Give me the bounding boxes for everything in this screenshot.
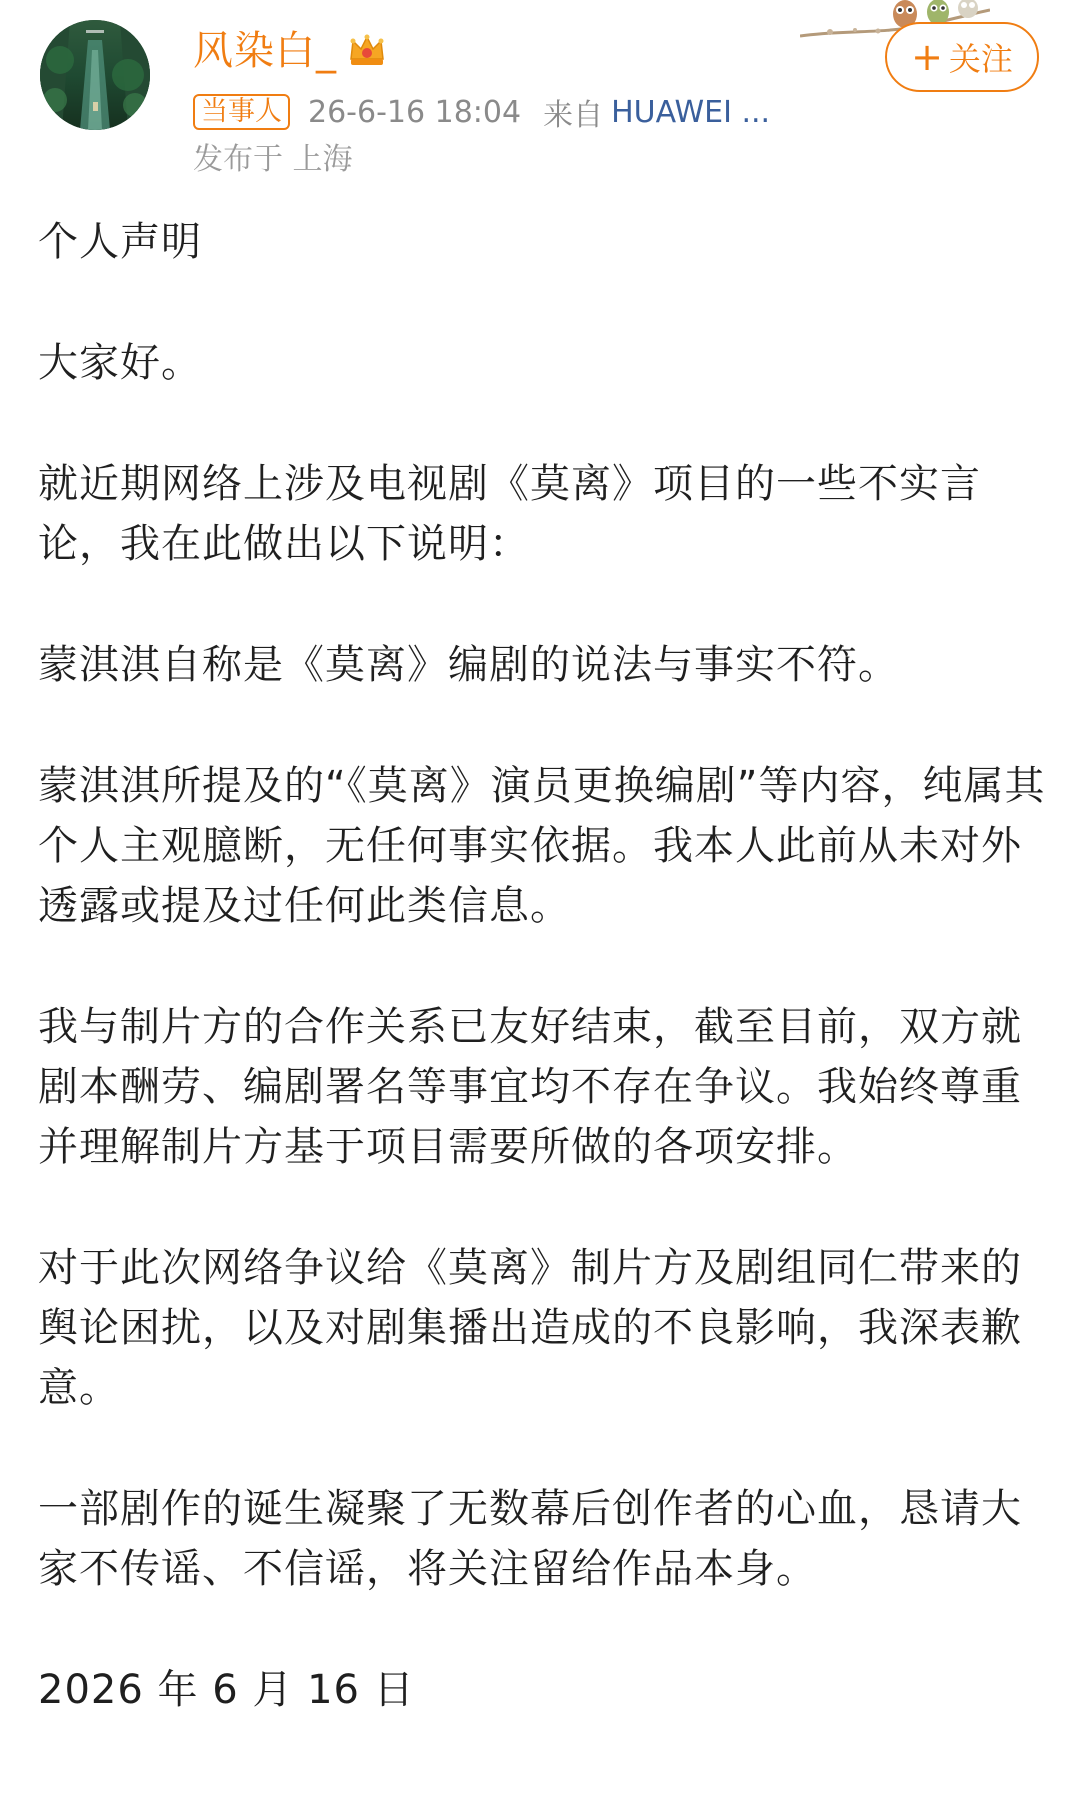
statement-title: 个人声明	[38, 219, 202, 265]
greeting-paragraph: 大家好。	[38, 340, 202, 386]
cooperation-paragraph: 我与制片方的合作关系已友好结束，截至目前，双方就剧本酬劳、编剧署名等事宜均不存在争议。我始终尊重并理解制片方基于项目需要所做的各项安排。	[38, 1004, 1022, 1170]
avatar-image	[40, 20, 150, 130]
source-device-link[interactable]: HUAWEI ...	[611, 94, 771, 130]
apology-paragraph: 对于此次网络争议给《莫离》制片方及剧组同仁带来的舆论困扰，以及对剧集播出造成的不良影响，我深表歉意。	[38, 1245, 1022, 1411]
crown-icon	[345, 29, 389, 73]
follow-button[interactable]	[885, 22, 1039, 92]
avatar[interactable]	[40, 20, 150, 130]
username-row	[193, 22, 389, 80]
post-timestamp: 26-6-16 18:04	[308, 94, 522, 130]
author-name[interactable]: 风染白_	[193, 28, 337, 74]
claim-paragraph: 蒙淇淇自称是《莫离》编剧的说法与事实不符。	[38, 642, 899, 688]
post-location: 发布于 上海	[193, 142, 353, 177]
post-header	[0, 0, 1080, 190]
plus-icon: +	[911, 35, 943, 79]
post-meta-row	[193, 92, 770, 132]
follow-button-label: 关注	[948, 40, 1013, 78]
post-content	[38, 212, 1048, 1720]
source-prefix: 来自	[543, 98, 604, 133]
intro-paragraph: 就近期网络上涉及电视剧《莫离》项目的一些不实言论，我在此做出以下说明：	[38, 461, 981, 567]
rumor-paragraph: 蒙淇淇所提及的“《莫离》演员更换编剧”等内容，纯属其个人主观臆断，无任何事实依据。我本人此前从未对外透露或提及过任何此类信息。	[38, 763, 1046, 929]
appeal-paragraph: 一部剧作的诞生凝聚了无数幕后创作者的心血，恳请大家不传谣、不信谣，将关注留给作品本身。	[38, 1486, 1022, 1592]
role-badge: 当事人	[193, 94, 290, 130]
statement-date: 2026 年 6 月 16 日	[38, 1667, 415, 1713]
